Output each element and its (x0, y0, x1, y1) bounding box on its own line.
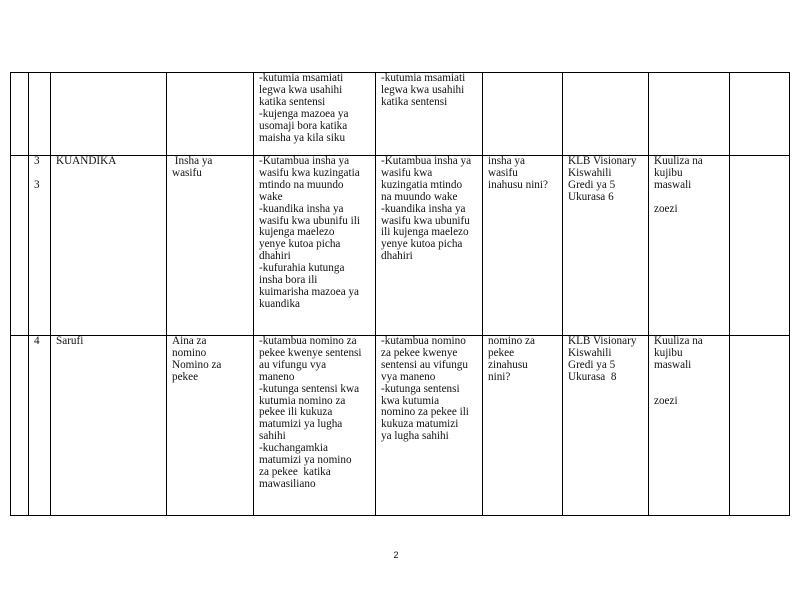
cell-text-line: nini? (488, 370, 511, 383)
cell-text-line: Insha ya (172, 155, 213, 167)
cell-text-line: katika sentensi (381, 95, 448, 108)
cell-text-line: -kujenga mazoea ya (259, 107, 349, 120)
cell-text-line: na muundo wake (381, 190, 458, 203)
cell-text-line: Kuuliza na (654, 335, 703, 347)
cell-text-line: -kutunga sentensi kwa (259, 382, 360, 395)
assessment-cell (649, 336, 730, 516)
cell-text-line: -kuandika insha ya (381, 202, 466, 215)
cell-text-line: kujibu (654, 346, 683, 359)
cell-text-line: wasifu (172, 166, 202, 179)
cell-text-line (654, 372, 726, 384)
week-cell (11, 336, 29, 516)
cell-text-line: au vifungu vya (259, 358, 327, 371)
cell-text-line: 4 (34, 335, 40, 347)
cell-text-line: dhahiri (259, 250, 291, 263)
cell-text-line: dhahiri (381, 250, 413, 263)
cell-text-line: kwa kutumia (381, 394, 440, 407)
cell-text-line: maisha ya kila siku (259, 131, 346, 144)
cell-text-line: 3 (34, 155, 40, 167)
sub-strand-cell (167, 73, 254, 156)
strand-cell (51, 73, 167, 156)
cell-text-line: ili kujenga maelezo (381, 226, 469, 239)
cell-text-line: zoezi (654, 394, 678, 407)
remarks-cell (730, 73, 790, 156)
cell-text-line: yenye kutoa picha (381, 238, 463, 251)
cell-text-line: Gredi ya 5 (568, 178, 616, 191)
cell-text-line: -kuandika insha ya (259, 202, 344, 215)
assessment-cell (649, 156, 730, 336)
sub-strand-cell (167, 336, 254, 516)
cell-text-line: -kutambua nomino (381, 335, 466, 347)
cell-text-line: -Kutambua insha ya (381, 155, 472, 167)
resources-cell (563, 156, 649, 336)
cell-text-line: legwa kwa usahihi (259, 83, 343, 96)
learning-experiences-cell (376, 336, 483, 516)
lesson-cell (29, 156, 51, 336)
cell-text-line: Kuuliza na (654, 155, 703, 167)
cell-text-line: pekee kwenye sentensi (259, 346, 362, 359)
cell-text-line: kujibu (654, 166, 683, 179)
learning-experiences-cell (376, 156, 483, 336)
cell-text-line: sahihi (259, 430, 286, 443)
cell-text-line: usomaji bora katika (259, 119, 348, 132)
cell-text-line: maswali (654, 178, 692, 191)
cell-text-line: kuzingatia mtindo (381, 178, 463, 191)
cell-text-line: kutumia nomino za (259, 394, 346, 407)
cell-text-line: kuimarisha mazoea ya (259, 285, 360, 298)
cell-text-line: vya maneno (381, 370, 436, 383)
strand-cell: Sarufi (51, 336, 167, 516)
cell-text-line: mawasiliano (259, 477, 316, 490)
cell-text-line: Ukurasa 8 (568, 370, 617, 383)
cell-text-line: Ukurasa 6 (568, 190, 614, 203)
lesson-cell (29, 73, 51, 156)
cell-text-line: -Kutambua insha ya (259, 155, 350, 167)
cell-text-line: legwa kwa usahihi (381, 83, 465, 96)
resources-cell (563, 336, 649, 516)
cell-text-line: pekee (172, 370, 199, 383)
table-row (11, 336, 790, 516)
cell-text-line: maneno (259, 370, 295, 383)
cell-text-line: ya lugha sahihi (381, 430, 449, 443)
cell-text-line: insha ya (488, 155, 525, 167)
cell-text-line: kujenga maelezo (259, 226, 335, 239)
cell-text-line: maswali (654, 358, 692, 371)
cell-text-line: kukuza matumizi (381, 418, 459, 431)
cell-text-line: -kuchangamkia (259, 442, 328, 455)
cell-text-line: KLB Visionary (568, 155, 637, 167)
cell-text-line: -kutunga sentensi (381, 382, 460, 395)
week-cell (11, 73, 29, 156)
cell-text-line: katika sentensi (259, 95, 326, 108)
cell-text-line: Aina za (172, 335, 207, 347)
learning-outcomes-cell (254, 73, 376, 156)
cell-text-line: wasifu (488, 166, 518, 179)
learning-outcomes-cell (254, 336, 376, 516)
table-row (11, 156, 790, 336)
cell-text-line: sentensi au vifungu (381, 358, 468, 371)
cell-text-line: 3 (34, 178, 40, 191)
cell-text-line: za pekee katika (259, 465, 331, 478)
cell-text-line: zinahusu (488, 358, 528, 371)
cell-text-line: Gredi ya 5 (568, 358, 616, 371)
learning-experiences-cell (376, 73, 483, 156)
cell-text-line (34, 168, 47, 180)
cell-text-line: inahusu nini? (488, 178, 548, 191)
cell-text-line: KLB Visionary (568, 335, 637, 347)
cell-text-line: nomino za pekee ili (381, 406, 469, 419)
cell-text-line: pekee (488, 346, 515, 359)
cell-text-line: Kiswahili (568, 166, 612, 179)
page-number: 2 (393, 550, 399, 560)
remarks-cell (730, 336, 790, 516)
strand-cell: KUANDIKA (51, 156, 167, 336)
cell-text-line: nomino (172, 346, 207, 359)
cell-text-line: za pekee kwenye (381, 346, 458, 359)
cell-text-line: pekee ili kukuza (259, 406, 333, 419)
table-row (11, 73, 790, 156)
cell-text-line (654, 384, 726, 396)
week-cell (11, 156, 29, 336)
cell-text-line: Nomino za (172, 358, 222, 371)
cell-text-line: -kufurahia kutunga (259, 262, 345, 275)
scheme-of-work-table (10, 72, 790, 516)
inquiry-question-cell (483, 156, 563, 336)
cell-text-line: -kutambua nomino za (259, 335, 357, 347)
cell-text-line (654, 192, 726, 204)
cell-text-line: zoezi (654, 202, 678, 215)
cell-text-line: -kutumia msamiati (259, 72, 344, 84)
cell-text-line: matumizi ya lugha (259, 418, 343, 431)
cell-text-line: yenye kutoa picha (259, 238, 341, 251)
cell-text-line: mtindo na muundo (259, 178, 344, 191)
cell-text-line: Kiswahili (568, 346, 612, 359)
assessment-cell (649, 73, 730, 156)
inquiry-question-cell (483, 73, 563, 156)
remarks-cell (730, 156, 790, 336)
sub-strand-cell (167, 156, 254, 336)
inquiry-question-cell (483, 336, 563, 516)
cell-text-line: insha bora ili (259, 274, 318, 287)
cell-text-line: nomino za (488, 335, 535, 347)
cell-text-line: wasifu kwa (381, 166, 433, 179)
cell-text-line: wasifu kwa kuzingatia (259, 166, 360, 179)
cell-text-line: wake (259, 190, 283, 203)
resources-cell (563, 73, 649, 156)
lesson-cell (29, 336, 51, 516)
learning-outcomes-cell (254, 156, 376, 336)
cell-text-line: wasifu kwa ubunifu ili (259, 214, 360, 227)
cell-text-line: kuandika (259, 297, 301, 310)
cell-text-line: matumizi ya nomino (259, 454, 352, 467)
cell-text-line: -kutumia msamiati (381, 72, 466, 84)
cell-text-line: wasifu kwa ubunifu (381, 214, 470, 227)
